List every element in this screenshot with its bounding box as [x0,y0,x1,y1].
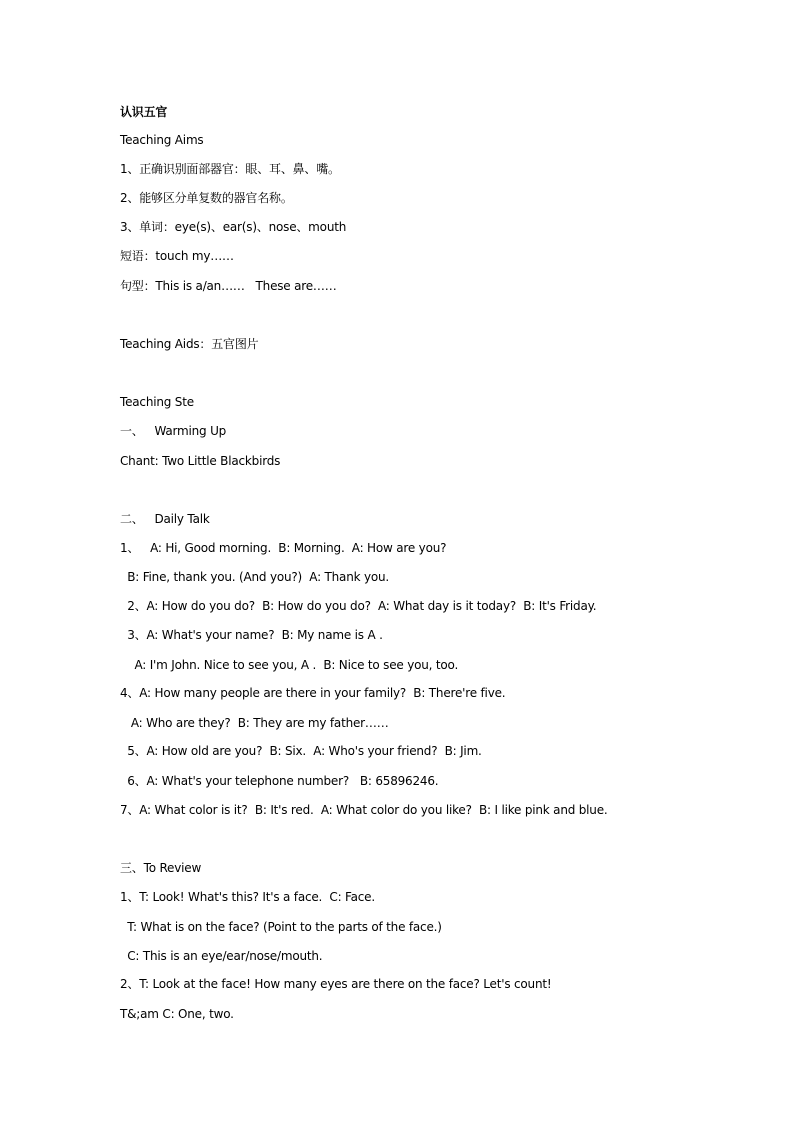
dialogue-line: 7、A: What color is it? B: It's red. A: What color do you like? B: I like pink and blue. [120,803,608,817]
review-line: T: What is on the face? (Point to the parts of the face.) [120,920,442,934]
section-heading: 二、 Daily Talk [120,512,210,526]
section-line: Chant: Two Little Blackbirds [120,454,281,468]
dialogue-line: A: Who are they? B: They are my father…… [120,716,389,730]
aim-line: 短语：touch my…… [120,249,234,263]
section-heading: 一、 Warming Up [120,424,227,438]
dialogue-line: 6、A: What's your telephone number? B: 65896246. [120,774,439,788]
dialogue-line: 4、A: How many people are there in your family? B: There're five. [120,686,506,700]
teaching-aids-line: Teaching Aids：五官图片 [120,337,259,351]
dialogue-line: 3、A: What's your name? B: My name is A . [120,628,383,642]
aim-line: 2、能够区分单复数的器官名称。 [120,191,293,205]
review-line: T&;am C: One, two. [120,1007,234,1021]
aims-heading: Teaching Aims [120,133,204,147]
document-title: 认识五官 [120,105,168,119]
review-line: 2、T: Look at the face! How many eyes are there on the face? Let's count! [120,977,552,991]
aim-line: 3、单词：eye(s)、ear(s)、nose、mouth [120,220,347,234]
dialogue-line: 1、 A: Hi, Good morning. B: Morning. A: How are you? [120,541,447,555]
aim-line: 1、正确识别面部器官：眼、耳、鼻、嘴。 [120,162,340,176]
review-line: C: This is an eye/ear/nose/mouth. [120,949,323,963]
aim-line: 句型：This is a/an…… These are…… [120,279,337,293]
dialogue-line: 5、A: How old are you? B: Six. A: Who's your friend? B: Jim. [120,744,482,758]
review-line: 1、T: Look! What's this? It's a face. C: Face. [120,890,375,904]
steps-heading: Teaching Ste [120,395,194,409]
dialogue-line: 2、A: How do you do? B: How do you do? A: What day is it today? B: It's Friday. [120,599,597,613]
section-heading: 三、To Review [120,861,202,875]
dialogue-line: B: Fine, thank you. (And you?) A: Thank you. [120,570,390,584]
dialogue-line: A: I'm John. Nice to see you, A . B: Nice to see you, too. [120,658,459,672]
